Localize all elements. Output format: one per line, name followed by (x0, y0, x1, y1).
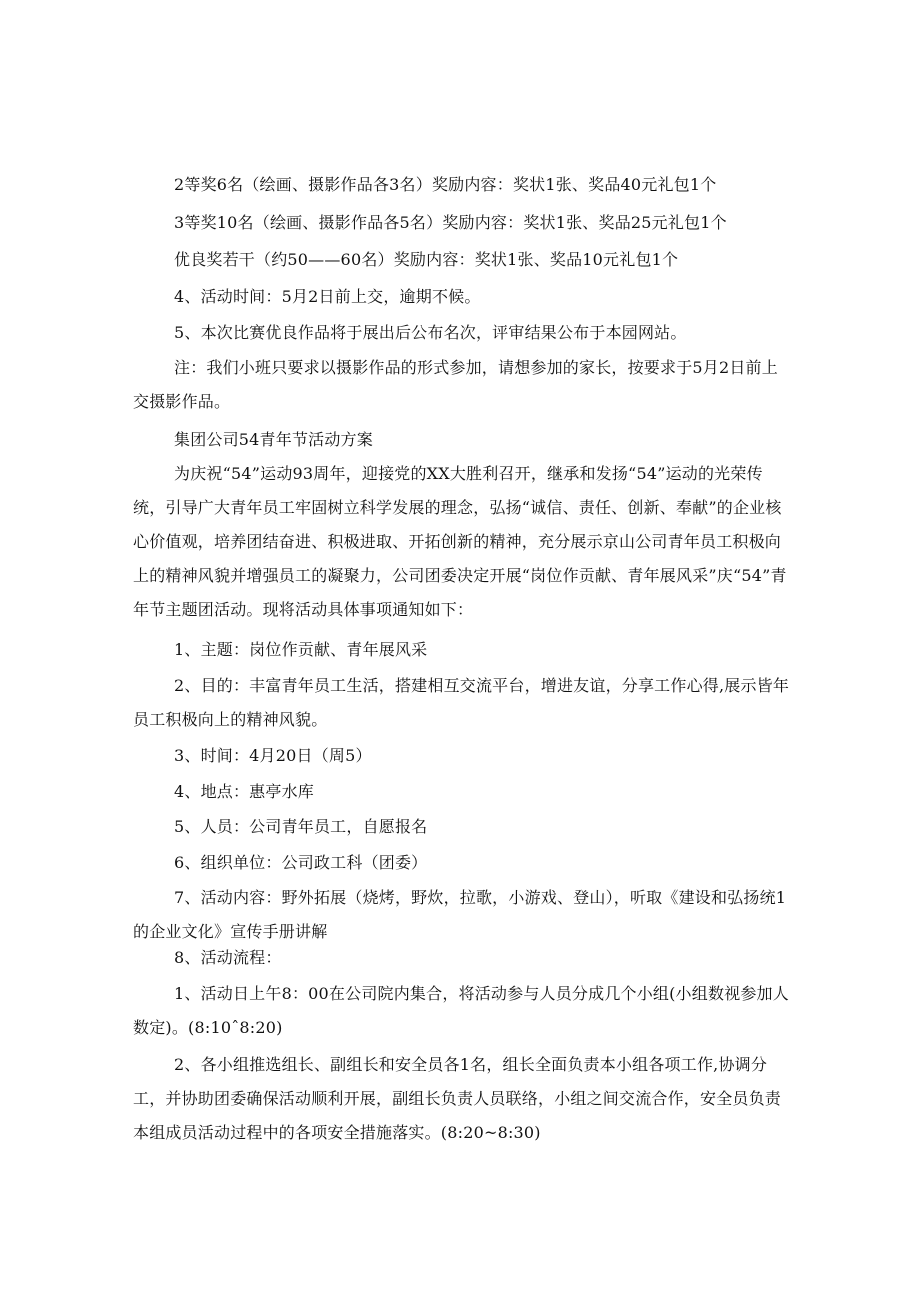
paragraph-step-1: 1、活动日上午8：00在公司院内集合，将活动参与人员分成几个小组(小组数视参加人数定)。(8:10ˆ8:20) (133, 984, 789, 1037)
paragraph-prize-2: 2等奖6名（绘画、摄影作品各3名）奖励内容：奖状1张、奖品40元礼包1个 (174, 175, 717, 194)
paragraph-participants: 5、人员：公司青年员工，自愿报名 (174, 817, 428, 836)
paragraph-prize-3: 3等奖10名（绘画、摄影作品各5名）奖励内容：奖状1张、奖品25元礼包1个 (174, 213, 727, 232)
paragraph-step-2: 2、各小组推选组长、副组长和安全员各1名，组长全面负责本小组各项工作,协调分工，并协助团委确保活动顺利开展，副组长负责人员联络，小组之间交流合作，安全员负责本组成员活动过程中的各项安全措施落实。(8:20~8:30) (133, 1055, 782, 1142)
paragraph-process: 8、活动流程： (174, 948, 282, 967)
paragraph-theme: 1、主题：岗位作贡献、青年展风采 (174, 640, 428, 659)
paragraph-location: 4、地点：惠亭水库 (174, 782, 314, 801)
paragraph-content: 7、活动内容：野外拓展（烧烤，野炊，拉歌，小游戏、登山），听取《建设和弘扬统1的企业文化》宣传手册讲解 (133, 888, 787, 941)
paragraph-note: 注：我们小班只要求以摄影作品的形式参加，请想参加的家长，按要求于5月2日前上交摄影作品。 (133, 358, 778, 411)
paragraph-date: 3、时间：4月20日（周5） (174, 746, 372, 765)
paragraph-results: 5、本次比赛优良作品将于展出后公布名次，评审结果公布于本园网站。 (174, 323, 687, 342)
paragraph-activity-time: 4、活动时间：5月2日前上交，逾期不候。 (174, 287, 481, 306)
paragraph-purpose: 2、目的：丰富青年员工生活，搭建相互交流平台，增进友谊，分享工作心得,展示皆年员工积极向上的精神风貌。 (133, 676, 790, 729)
paragraph-organizer: 6、组织单位：公司政工科（团委） (174, 853, 428, 872)
paragraph-intro: 为庆祝“54”运动93周年，迎接党的XX大胜利召开，继承和发扬“54”运动的光荣传统，引导广大青年员工牢固树立科学发展的理念，弘扬“诚信、责任、创新、奉献”的企业核心价值观，培养团结奋进、积极进取、开拓创新的精神，充分展示京山公司青年员工积极向上的精神风貌并增强员工的凝聚力，公司团委决定开展“岗位作贡献、青年展风采”庆“54”青年节主题团活动。现将活动具体事项通知如下： (133, 464, 787, 619)
paragraph-heading: 集团公司54青年节活动方案 (174, 430, 373, 449)
paragraph-prize-merit: 优良奖若干（约50——60名）奖励内容：奖状1张、奖品10元礼包1个 (174, 250, 679, 269)
